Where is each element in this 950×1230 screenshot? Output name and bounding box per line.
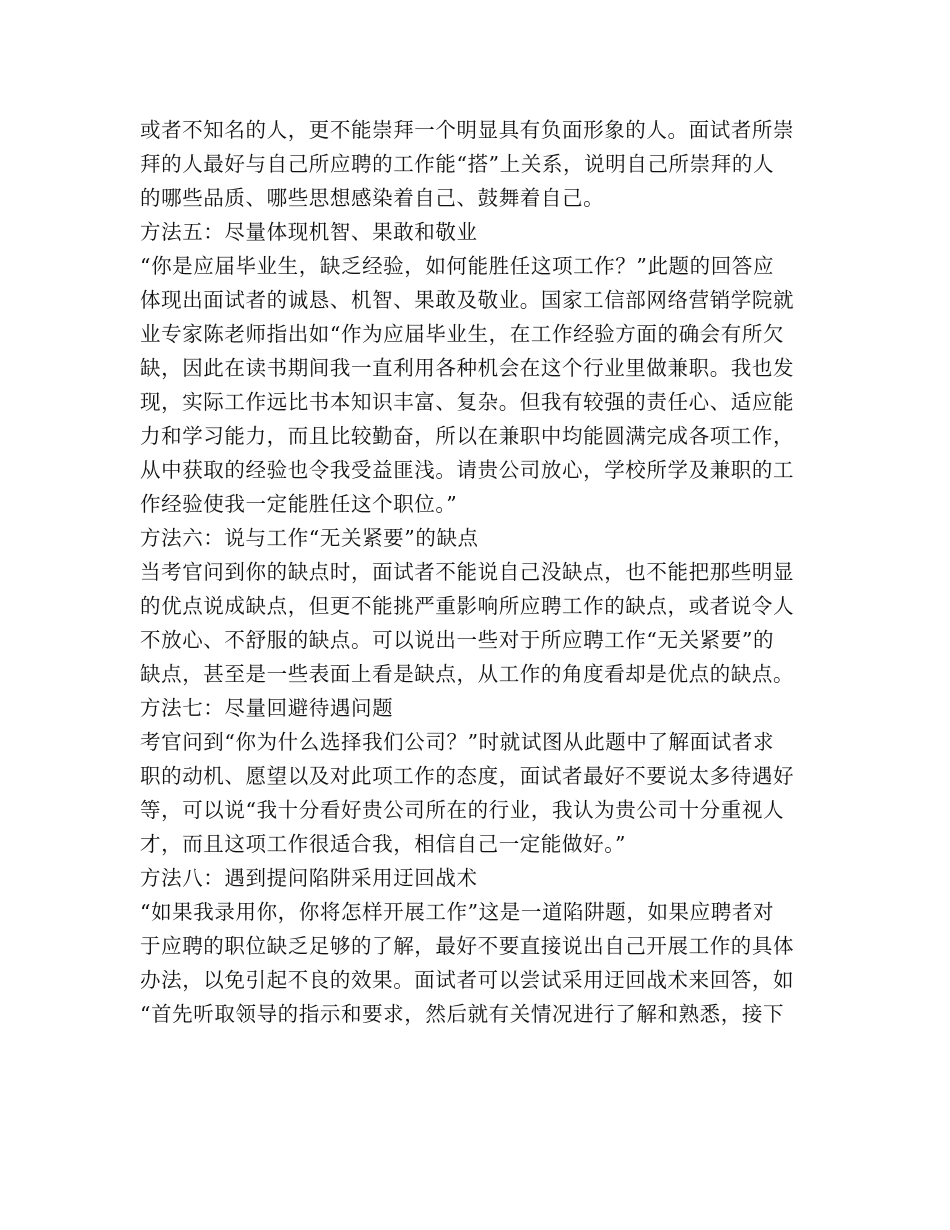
paragraph-line: “你是应届毕业生，缺乏经验，如何能胜任这项工作？”此题的回答应 [140,254,775,278]
paragraph-line: 作经验使我一定能胜任这个职位。” [140,492,458,516]
paragraph-line: 力和学习能力，而且比较勤奋，所以在兼职中均能圆满完成各项工作， [140,424,795,448]
paragraph-line: 缺点，甚至是一些表面上看是缺点，从工作的角度看却是优点的缺点。 [140,662,795,686]
paragraph-line: 业专家陈老师指出如“作为应届毕业生，在工作经验方面的确会有所欠 [140,322,785,346]
paragraph-line: 当考官问到你的缺点时，面试者不能说自己没缺点，也不能把那些明显 [140,560,795,584]
paragraph-line: 拜的人最好与自己所应聘的工作能“搭”上关系，说明自己所崇拜的人 [140,152,775,176]
paragraph-line: “如果我录用你，你将怎样开展工作”这是一道陷阱题，如果应聘者对 [140,900,775,924]
paragraph-line: 办法，以免引起不良的效果。面试者可以尝试采用迂回战术来回答，如 [140,968,795,992]
paragraph-line: 的哪些品质、哪些思想感染着自己、鼓舞着自己。 [140,186,605,210]
section-heading-method-6: 方法六：说与工作“无关紧要”的缺点 [140,526,479,550]
paragraph-line: 缺，因此在读书期间我一直利用各种机会在这个行业里做兼职。我也发 [140,356,795,380]
document-body [140,113,820,1031]
paragraph-line: 或者不知名的人，更不能崇拜一个明显具有负面形象的人。面试者所崇 [140,118,795,142]
section-heading-method-7: 方法七：尽量回避待遇问题 [140,696,394,720]
paragraph-line: 的优点说成缺点，但更不能挑严重影响所应聘工作的缺点，或者说令人 [140,594,795,618]
paragraph-line: 不放心、不舒服的缺点。可以说出一些对于所应聘工作“无关紧要”的 [140,628,775,652]
paragraph-line: “首先听取领导的指示和要求，然后就有关情况进行了解和熟悉，接下 [140,1002,785,1026]
paragraph-line: 现，实际工作远比书本知识丰富、复杂。但我有较强的责任心、适应能 [140,390,795,414]
paragraph-line: 考官问到“你为什么选择我们公司？”时就试图从此题中了解面试者求 [140,730,775,754]
section-heading-method-5: 方法五：尽量体现机智、果敢和敬业 [140,220,478,244]
paragraph-line: 才，而且这项工作很适合我，相信自己一定能做好。” [140,832,627,856]
paragraph-line: 从中获取的经验也令我受益匪浅。请贵公司放心，学校所学及兼职的工 [140,458,795,482]
section-heading-method-8: 方法八：遇到提问陷阱采用迂回战术 [140,866,478,890]
paragraph-line: 等，可以说“我十分看好贵公司所在的行业，我认为贵公司十分重视人 [140,798,785,822]
paragraph-line: 职的动机、愿望以及对此项工作的态度，面试者最好不要说太多待遇好 [140,764,795,788]
paragraph-line: 于应聘的职位缺乏足够的了解，最好不要直接说出自己开展工作的具体 [140,934,795,958]
paragraph-line: 体现出面试者的诚恳、机智、果敢及敬业。国家工信部网络营销学院就 [140,288,795,312]
